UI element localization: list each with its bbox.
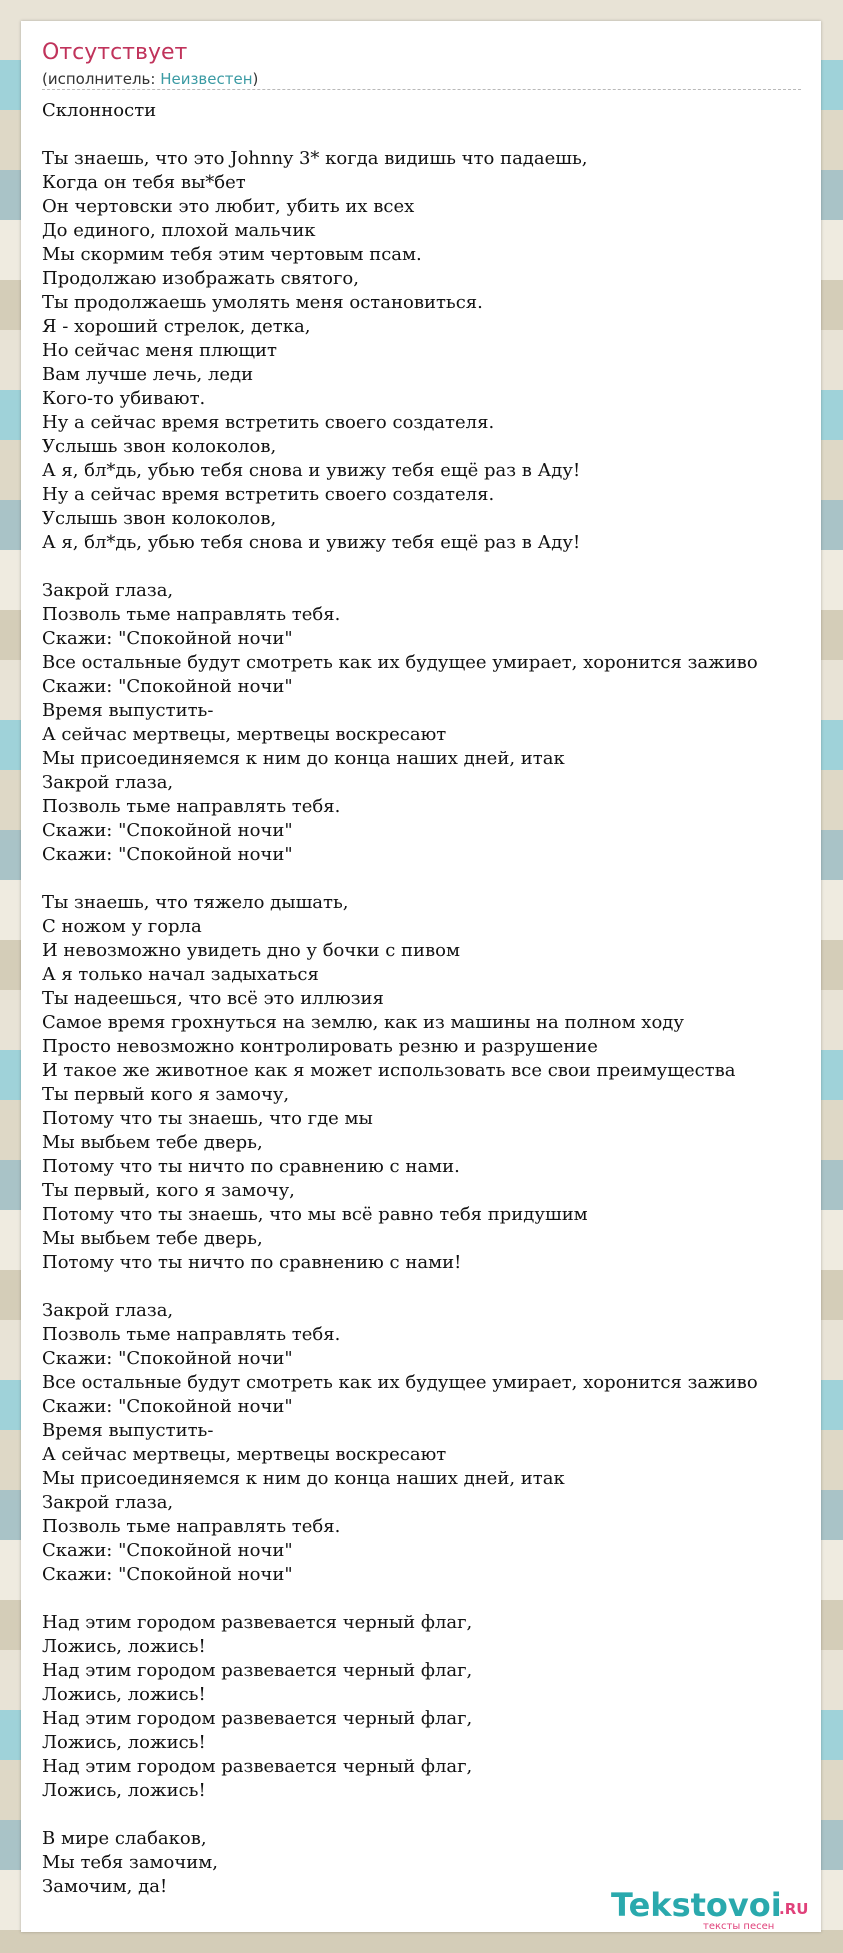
site-logo[interactable] [611, 1887, 816, 1933]
logo-tagline: тексты песен [703, 1921, 775, 1932]
logo-tld: .RU [779, 1900, 809, 1918]
lyrics-card [21, 21, 821, 1932]
lyrics-text: Склонности Ты знаешь, что это Johnny 3* когда видишь что падаешь, Когда он тебя вы*бет Он чертовски это любит, убить их всех До единого, плохой мальчик Мы скормим тебя этим чертовым псам. Продолжаю изображать святого, Ты продолжаешь умолять меня остановиться. Я - хороший стрелок, детка, Но сейчас меня плющит Вам лучше лечь, леди Кого-то убивают. Ну а сейчас время встретить своего создателя. Услышь звон колоколов, А я, бл*дь, убью тебя снова и увижу тебя ещё раз в Аду! Ну а сейчас время встретить своего создателя. Услышь звон колоколов, А я, бл*дь, убью тебя снова и увижу тебя ещё раз в Аду! Закрой глаза, Позволь тьме направлять тебя. Скажи: "Спокойной ночи" Все остальные будут смотреть как их будущее умирает, хоронится заживо Скажи: "Спокойной ночи" Время выпустить- А сейчас мертвецы, мертвецы воскресают Мы присоединяемся к ним до конца наших дней, итак Закрой глаза, Позволь тьме направлять тебя. Скажи: "Спокойной ночи" Скажи: "Спокойной ночи" Ты знаешь, что тяжело дышать, С ножом у горла И невозможно увидеть дно у бочки с пивом А я только начал задыхаться Ты надеешься, что всё это иллюзия Самое время грохнуться на землю, как из машины на полном ходу Просто невозможно контролировать резню и разрушение И такое же животное как я может использовать все свои преимущества Ты первый кого я замочу, Потому что ты знаешь, что где мы Мы выбьем тебе дверь, Потому что ты ничто по сравнению с нами. Ты первый, кого я замочу, Потому что ты знаешь, что мы всё равно тебя придушим Мы выбьем тебе дверь, Потому что ты ничто по сравнению с нами! Закрой глаза, Позволь тьме направлять тебя. Скажи: "Спокойной ночи" Все остальные будут смотреть как их будущее умирает, хоронится заживо Скажи: "Спокойной ночи" Время выпустить- А сейчас мертвецы, мертвецы воскресают Мы присоединяемся к ним до конца наших дней, итак Закрой глаза, Позволь тьме направлять тебя. Скажи: "Спокойной ночи" Скажи: "Спокойной ночи" Над этим городом развевается черный флаг, Ложись, ложись! Над этим городом развевается черный флаг, Ложись, ложись! Над этим городом развевается черный флаг, Ложись, ложись! Над этим городом развевается черный флаг, Ложись, ложись! В мире слабаков, Мы тебя замочим, Замочим, да! [42, 100, 758, 1897]
artist-link[interactable]: Неизвестен [160, 70, 253, 88]
artist-prefix: (исполнитель: [42, 70, 161, 88]
logo-name: Tekstovoi [611, 1886, 782, 1924]
song-title: Отсутствует [42, 40, 188, 65]
artist-suffix: ) [252, 70, 259, 88]
artist-line [42, 69, 801, 90]
